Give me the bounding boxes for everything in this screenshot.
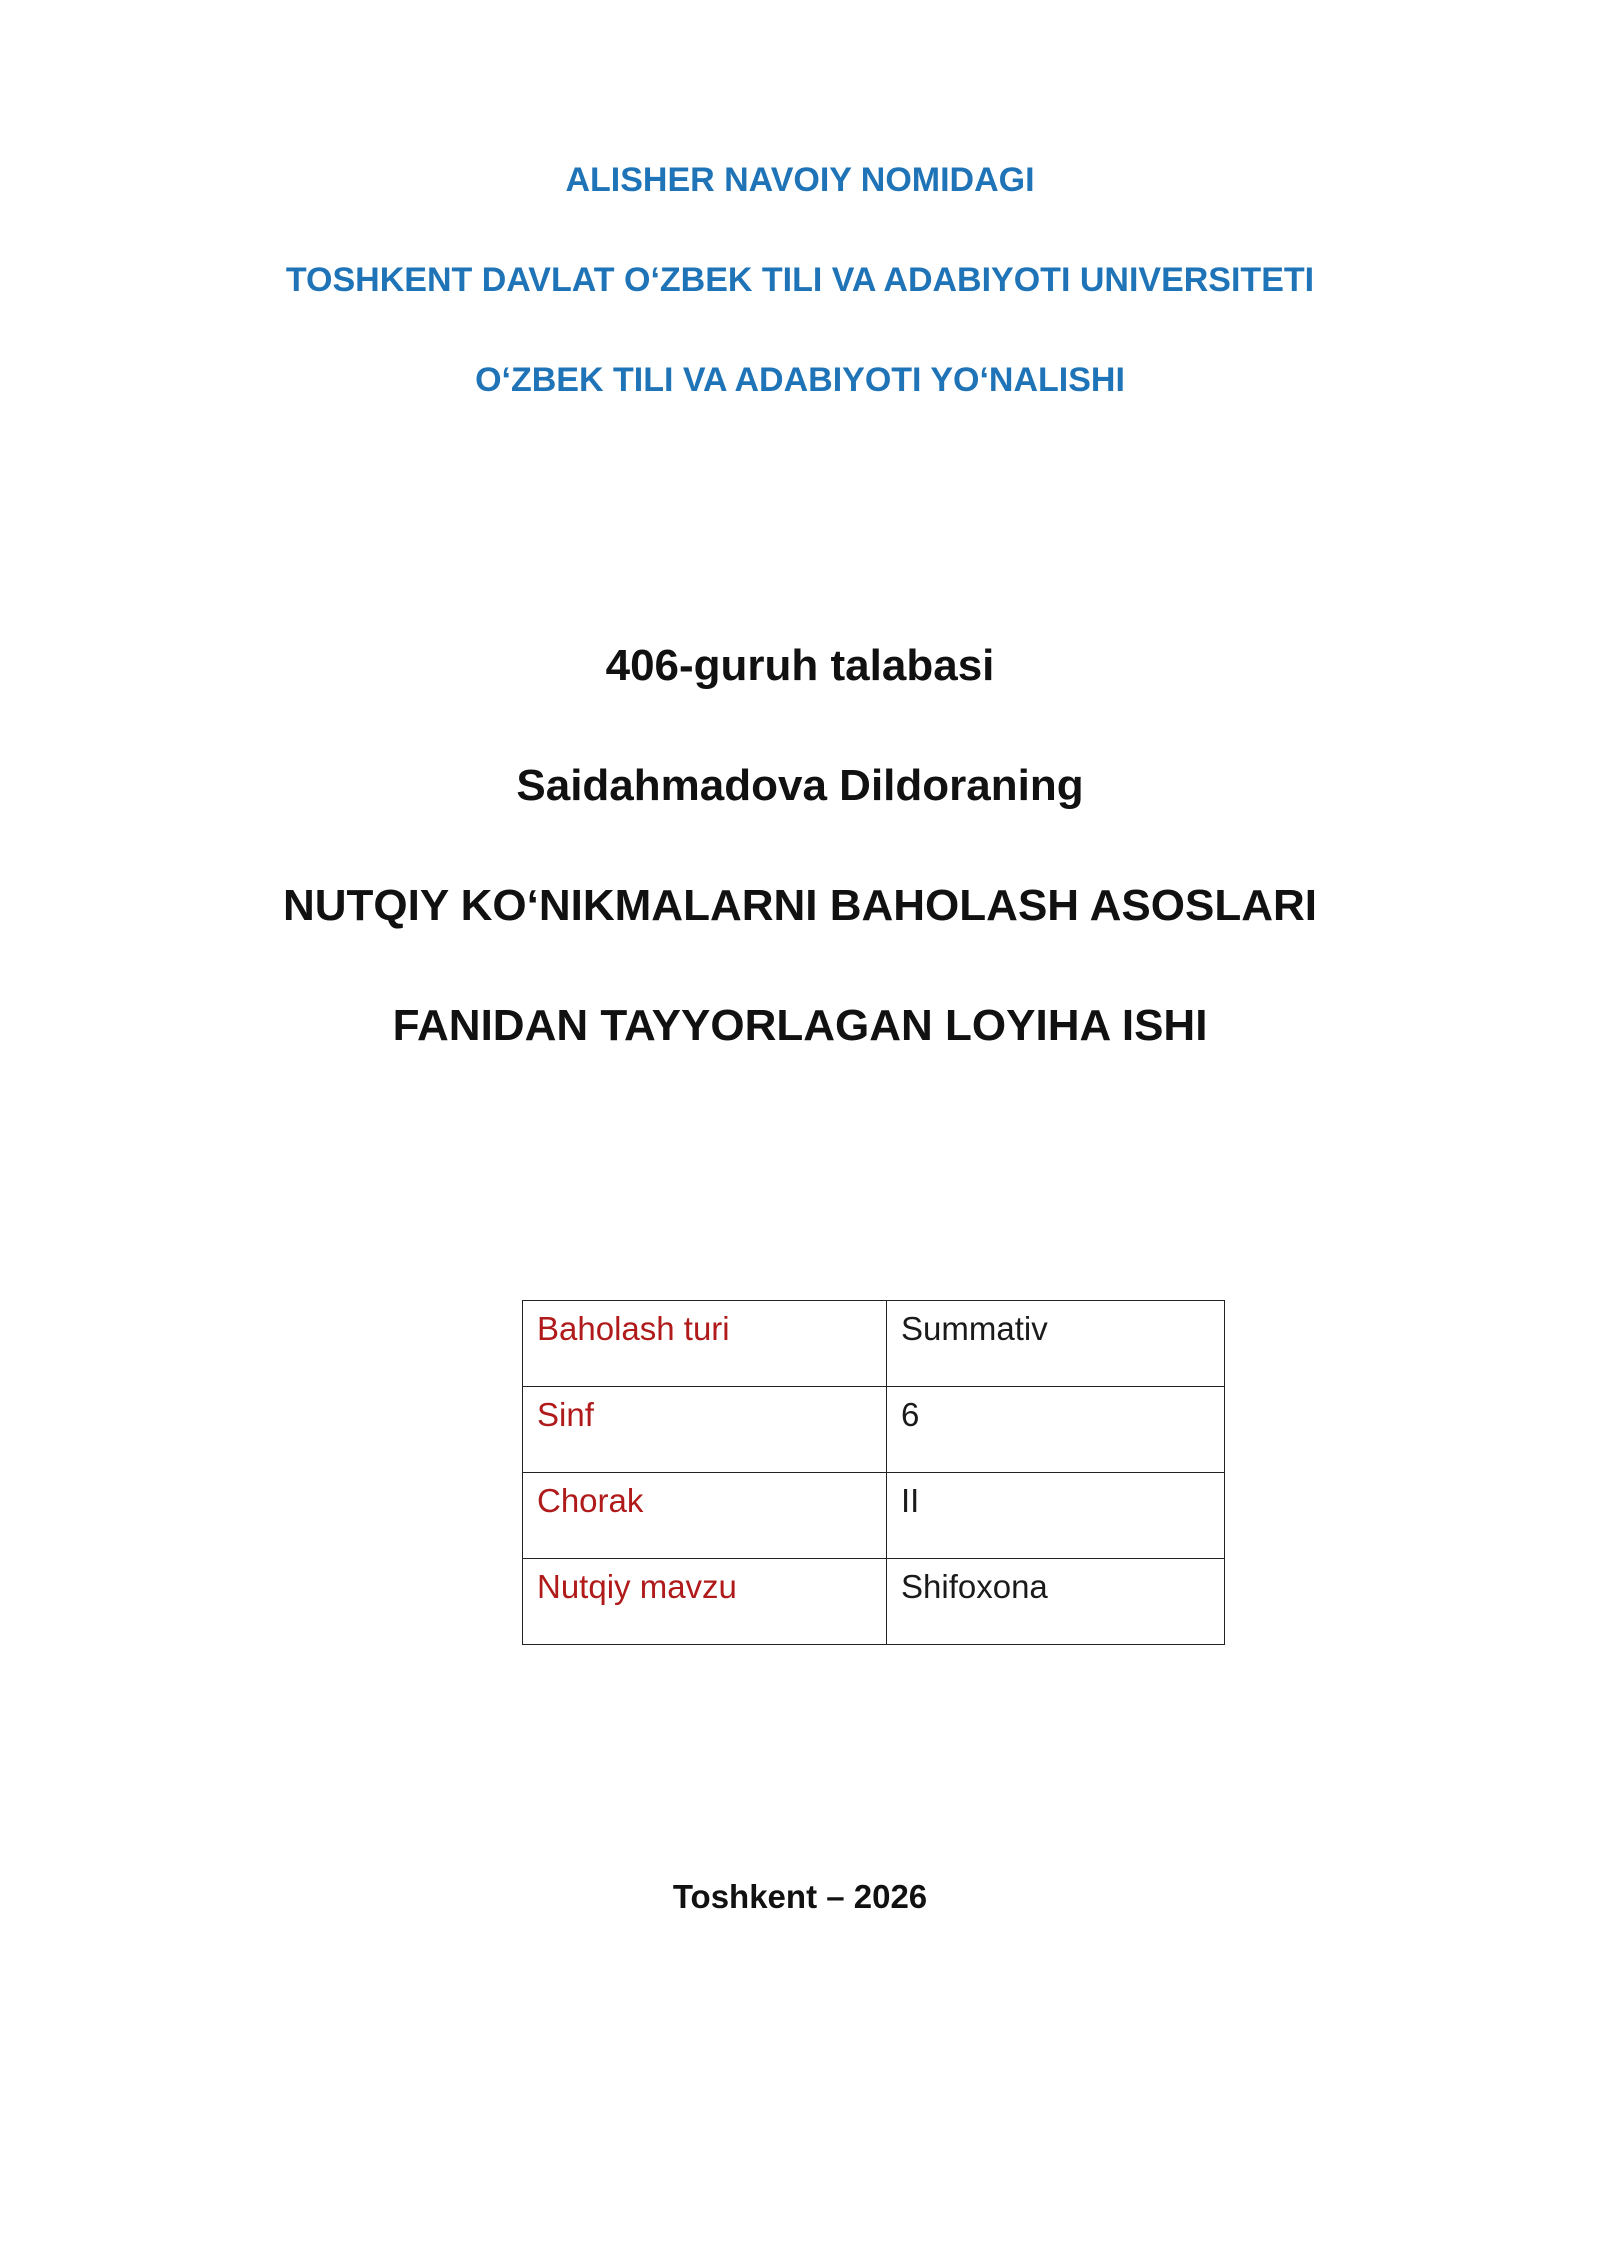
project-subject: NUTQIY KO‘NIKMALARNI BAHOLASH ASOSLARI <box>283 881 1317 930</box>
header-line-1: ALISHER NAVOIY NOMIDAGI <box>565 161 1035 199</box>
table-row <box>523 1387 1225 1473</box>
table-cell-value: Summativ <box>887 1301 1225 1387</box>
table-cell-label: Sinf <box>523 1387 887 1473</box>
table-cell-value: II <box>887 1473 1225 1559</box>
header-line-3: O‘ZBEK TILI VA ADABIYOTI YO‘NALISHI <box>475 361 1125 399</box>
project-type: FANIDAN TAYYORLAGAN LOYIHA ISHI <box>392 1001 1208 1050</box>
table-row <box>523 1473 1225 1559</box>
table-row <box>523 1559 1225 1645</box>
header-line-2: TOSHKENT DAVLAT O‘ZBEK TILI VA ADABIYOTI UNIVERSITETI <box>285 261 1315 299</box>
table-cell-value: Shifoxona <box>887 1559 1225 1645</box>
assessment-info-table <box>522 1300 1225 1645</box>
table-cell-label: Nutqiy mavzu <box>523 1559 887 1645</box>
student-group: 406-guruh talabasi <box>605 641 995 690</box>
table-cell-label: Chorak <box>523 1473 887 1559</box>
place-and-year: Toshkent – 2026 <box>672 1878 928 1915</box>
table-cell-value: 6 <box>887 1387 1225 1473</box>
table-cell-label: Baholash turi <box>523 1301 887 1387</box>
table-row <box>523 1301 1225 1387</box>
student-name: Saidahmadova Dildoraning <box>516 761 1084 810</box>
